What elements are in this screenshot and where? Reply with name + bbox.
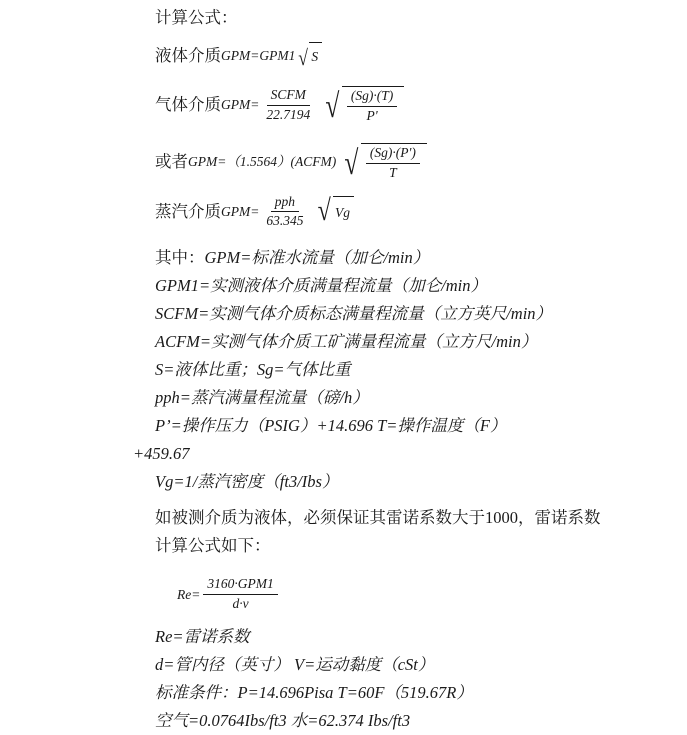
definition-0: GPM=标准水流量（加仑/min） bbox=[204, 248, 430, 268]
formula-reynolds-denominator: d·v bbox=[232, 596, 249, 612]
formula-steam-radicand: Vg bbox=[333, 196, 354, 227]
formula-gas-alt-label: 或者 bbox=[155, 152, 188, 172]
definition-7: +459.67 bbox=[133, 444, 190, 464]
formula-gas-radical-body bbox=[342, 86, 404, 125]
definition-3: ACFM=实测气体介质工矿满量程流量（立方尺/min） bbox=[155, 332, 538, 352]
formula-gas-lhs: GPM= bbox=[221, 97, 260, 113]
note-paragraph: 如被测介质为液体，必须保证其雷诺系数大于1000，雷诺系数计算公式如下： bbox=[155, 508, 601, 556]
formula-gas-fraction-denominator: 22.7194 bbox=[266, 106, 311, 122]
formula-gas-alt-radical bbox=[342, 143, 427, 182]
formula-steam-lhs: GPM= bbox=[221, 203, 260, 219]
radical-sign-icon: √ bbox=[318, 194, 332, 228]
formula-gas bbox=[155, 86, 675, 125]
document-body bbox=[133, 4, 675, 735]
formula-liquid-lhs: GPM=GPM1 bbox=[221, 48, 296, 63]
formula-steam-fraction-numerator: pph bbox=[271, 194, 299, 213]
formula-liquid-radical bbox=[297, 42, 322, 70]
radical-sign-icon: √ bbox=[298, 45, 309, 70]
formula-gas-alt-radical-body bbox=[361, 143, 427, 182]
formula-steam-fraction bbox=[262, 194, 307, 231]
reynolds-definition-1: d=管内径（英寸） V=运动黏度（cSt） bbox=[155, 655, 435, 674]
section-heading: 计算公式： bbox=[155, 8, 238, 27]
formula-steam bbox=[155, 194, 675, 231]
formula-gas-alt-radicand-numerator: (Sg)·(P') bbox=[366, 145, 420, 164]
formula-gas-alt bbox=[155, 143, 675, 182]
radical-sign-icon: √ bbox=[344, 144, 359, 182]
formula-gas-alt-radicand-fraction bbox=[366, 145, 420, 182]
formula-gas-radicand-fraction bbox=[347, 88, 397, 125]
definition-2: SCFM=实测气体介质标态满量程流量（立方英尺/min） bbox=[155, 304, 553, 324]
definition-8: Vg=1/蒸汽密度（ft3/Ibs） bbox=[155, 472, 339, 492]
formula-gas-radicand-denominator: P' bbox=[366, 107, 378, 123]
formula-steam-label: 蒸汽介质 bbox=[155, 201, 221, 221]
definition-6: P’=操作压力（PSIG）+14.696 T=操作温度（F） bbox=[155, 416, 507, 436]
formula-gas-alt-radicand-denominator: T bbox=[389, 164, 397, 180]
formula-reynolds bbox=[177, 576, 675, 613]
formula-gas-radical bbox=[323, 86, 404, 125]
formula-reynolds-fraction bbox=[203, 576, 277, 613]
formula-gas-label: 气体介质 bbox=[155, 95, 221, 115]
formula-gas-alt-factors: （1.5564）(ACFM) bbox=[226, 154, 337, 170]
reynolds-definition-0: Re=雷诺系数 bbox=[155, 627, 250, 646]
definitions-block bbox=[133, 244, 675, 496]
formula-gas-radicand-numerator: (Sg)·(T) bbox=[347, 88, 397, 107]
definition-1: GPM1=实测液体介质满量程流量（加仑/min） bbox=[155, 276, 487, 296]
formula-gas-fraction bbox=[262, 87, 314, 124]
formula-gas-fraction-numerator: SCFM bbox=[267, 87, 310, 106]
formula-steam-fraction-denominator: 63.345 bbox=[266, 213, 304, 229]
reynolds-definitions-block bbox=[155, 623, 675, 735]
formula-reynolds-lhs: Re= bbox=[177, 586, 201, 602]
definitions-intro-text: 其中： bbox=[155, 248, 205, 268]
definitions-intro bbox=[155, 244, 675, 272]
formula-liquid bbox=[155, 42, 675, 70]
definition-4: S=液体比重；Sg=气体比重 bbox=[155, 360, 351, 380]
definition-5: pph=蒸汽满量程流量（磅/h） bbox=[155, 388, 369, 408]
formula-liquid-radicand: S bbox=[309, 42, 322, 70]
formula-steam-radical bbox=[316, 196, 353, 227]
formula-reynolds-numerator: 3160·GPM1 bbox=[203, 576, 277, 595]
radical-sign-icon: √ bbox=[325, 87, 340, 125]
formula-liquid-label: 液体介质 bbox=[155, 46, 221, 65]
reynolds-definition-2: 标准条件：P=14.696Pisa T=60F（519.67R） bbox=[155, 683, 473, 702]
reynolds-definition-3: 空气=0.0764Ibs/ft3 水=62.374 Ibs/ft3 bbox=[155, 711, 411, 730]
formula-gas-alt-lhs: GPM= bbox=[188, 154, 227, 170]
